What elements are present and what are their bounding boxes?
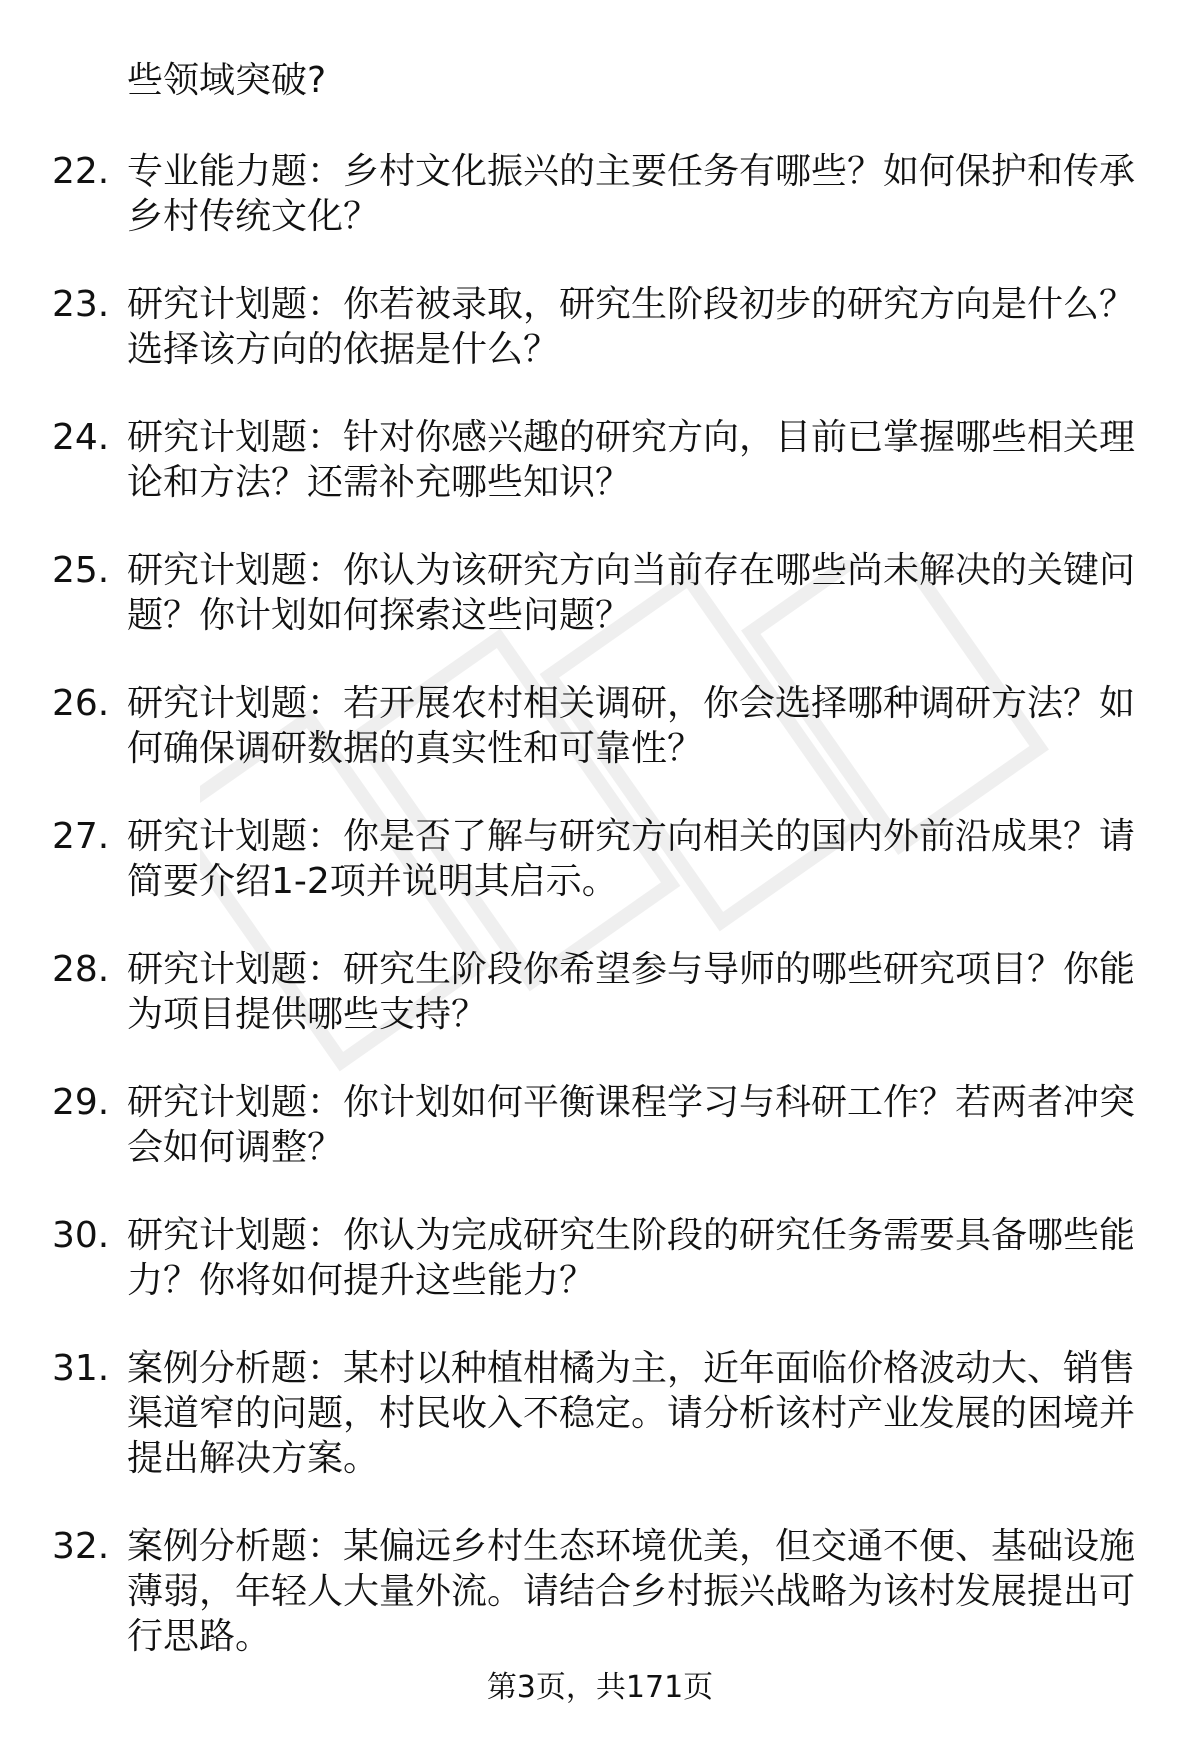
question-number: 22. bbox=[52, 151, 110, 192]
question-line: 研究计划题：你认为完成研究生阶段的研究任务需要具备哪些能 bbox=[127, 1215, 1136, 1256]
question-number: 24. bbox=[52, 417, 110, 458]
question-line: 研究计划题：研究生阶段你希望参与导师的哪些研究项目？你能 bbox=[127, 949, 1136, 990]
question-item bbox=[52, 814, 1137, 904]
question-line: 研究计划题：若开展农村相关调研，你会选择哪种调研方法？如 bbox=[127, 683, 1136, 724]
question-line: 提出解决方案。 bbox=[127, 1438, 380, 1479]
question-line: 题？你计划如何探索这些问题？ bbox=[127, 595, 632, 636]
question-item bbox=[52, 1524, 1137, 1659]
question-number: 29. bbox=[52, 1082, 110, 1123]
question-number: 31. bbox=[52, 1348, 110, 1389]
question-number: 28. bbox=[52, 949, 110, 990]
question-line: 会如何调整？ bbox=[127, 1127, 344, 1168]
question-item bbox=[52, 282, 1137, 372]
question-item bbox=[52, 681, 1137, 771]
question-line: 力？你将如何提升这些能力？ bbox=[127, 1260, 596, 1301]
question-text bbox=[127, 1213, 1137, 1303]
question-item bbox=[52, 947, 1137, 1037]
page-footer: 第3页，共171页 bbox=[486, 1670, 714, 1705]
question-item bbox=[52, 415, 1137, 505]
question-item bbox=[52, 1080, 1137, 1170]
question-number: 30. bbox=[52, 1215, 110, 1256]
items-container bbox=[52, 149, 1137, 1659]
question-list bbox=[52, 58, 1137, 1702]
question-line: 研究计划题：你是否了解与研究方向相关的国内外前沿成果？请 bbox=[127, 816, 1136, 857]
question-item bbox=[52, 548, 1137, 638]
question-line: 选择该方向的依据是什么？ bbox=[127, 329, 560, 370]
question-text bbox=[127, 548, 1137, 638]
question-line: 研究计划题：你计划如何平衡课程学习与科研工作？若两者冲突 bbox=[127, 1082, 1136, 1123]
question-line: 研究计划题：你认为该研究方向当前存在哪些尚未解决的关键问 bbox=[127, 550, 1136, 591]
question-text bbox=[127, 149, 1137, 239]
question-text bbox=[127, 282, 1137, 372]
question-item bbox=[52, 1213, 1137, 1303]
question-number: 26. bbox=[52, 683, 110, 724]
question-text bbox=[127, 1346, 1137, 1481]
question-line: 为项目提供哪些支持？ bbox=[127, 994, 488, 1035]
question-line: 渠道窄的问题，村民收入不稳定。请分析该村产业发展的困境并 bbox=[127, 1393, 1136, 1434]
question-line: 案例分析题：某村以种植柑橘为主，近年面临价格波动大、销售 bbox=[127, 1348, 1136, 1389]
question-text bbox=[127, 1080, 1137, 1170]
continued-text: 些领域突破? bbox=[127, 60, 327, 101]
question-line: 行思路。 bbox=[127, 1616, 272, 1657]
question-line: 研究计划题：你若被录取，研究生阶段初步的研究方向是什么？ bbox=[127, 284, 1136, 325]
question-number: 25. bbox=[52, 550, 110, 591]
question-text bbox=[127, 1524, 1137, 1659]
question-text bbox=[127, 681, 1137, 771]
question-line: 案例分析题：某偏远乡村生态环境优美，但交通不便、基础设施 bbox=[127, 1526, 1136, 1567]
question-line: 论和方法？还需补充哪些知识？ bbox=[127, 462, 632, 503]
question-line: 乡村传统文化？ bbox=[127, 196, 380, 237]
question-text bbox=[127, 947, 1137, 1037]
question-text bbox=[127, 415, 1137, 505]
question-text bbox=[127, 814, 1137, 904]
question-line: 何确保调研数据的真实性和可靠性？ bbox=[127, 728, 704, 769]
question-line: 专业能力题：乡村文化振兴的主要任务有哪些？如何保护和传承 bbox=[127, 151, 1136, 192]
question-item bbox=[52, 149, 1137, 239]
question-number: 23. bbox=[52, 284, 110, 325]
question-number: 32. bbox=[52, 1526, 110, 1567]
question-item bbox=[52, 1346, 1137, 1481]
question-line: 简要介绍1-2项并说明其启示。 bbox=[127, 861, 618, 902]
question-number: 27. bbox=[52, 816, 110, 857]
question-line: 研究计划题：针对你感兴趣的研究方向，目前已掌握哪些相关理 bbox=[127, 417, 1136, 458]
question-line: 薄弱，年轻人大量外流。请结合乡村振兴战略为该村发展提出可 bbox=[127, 1571, 1136, 1612]
